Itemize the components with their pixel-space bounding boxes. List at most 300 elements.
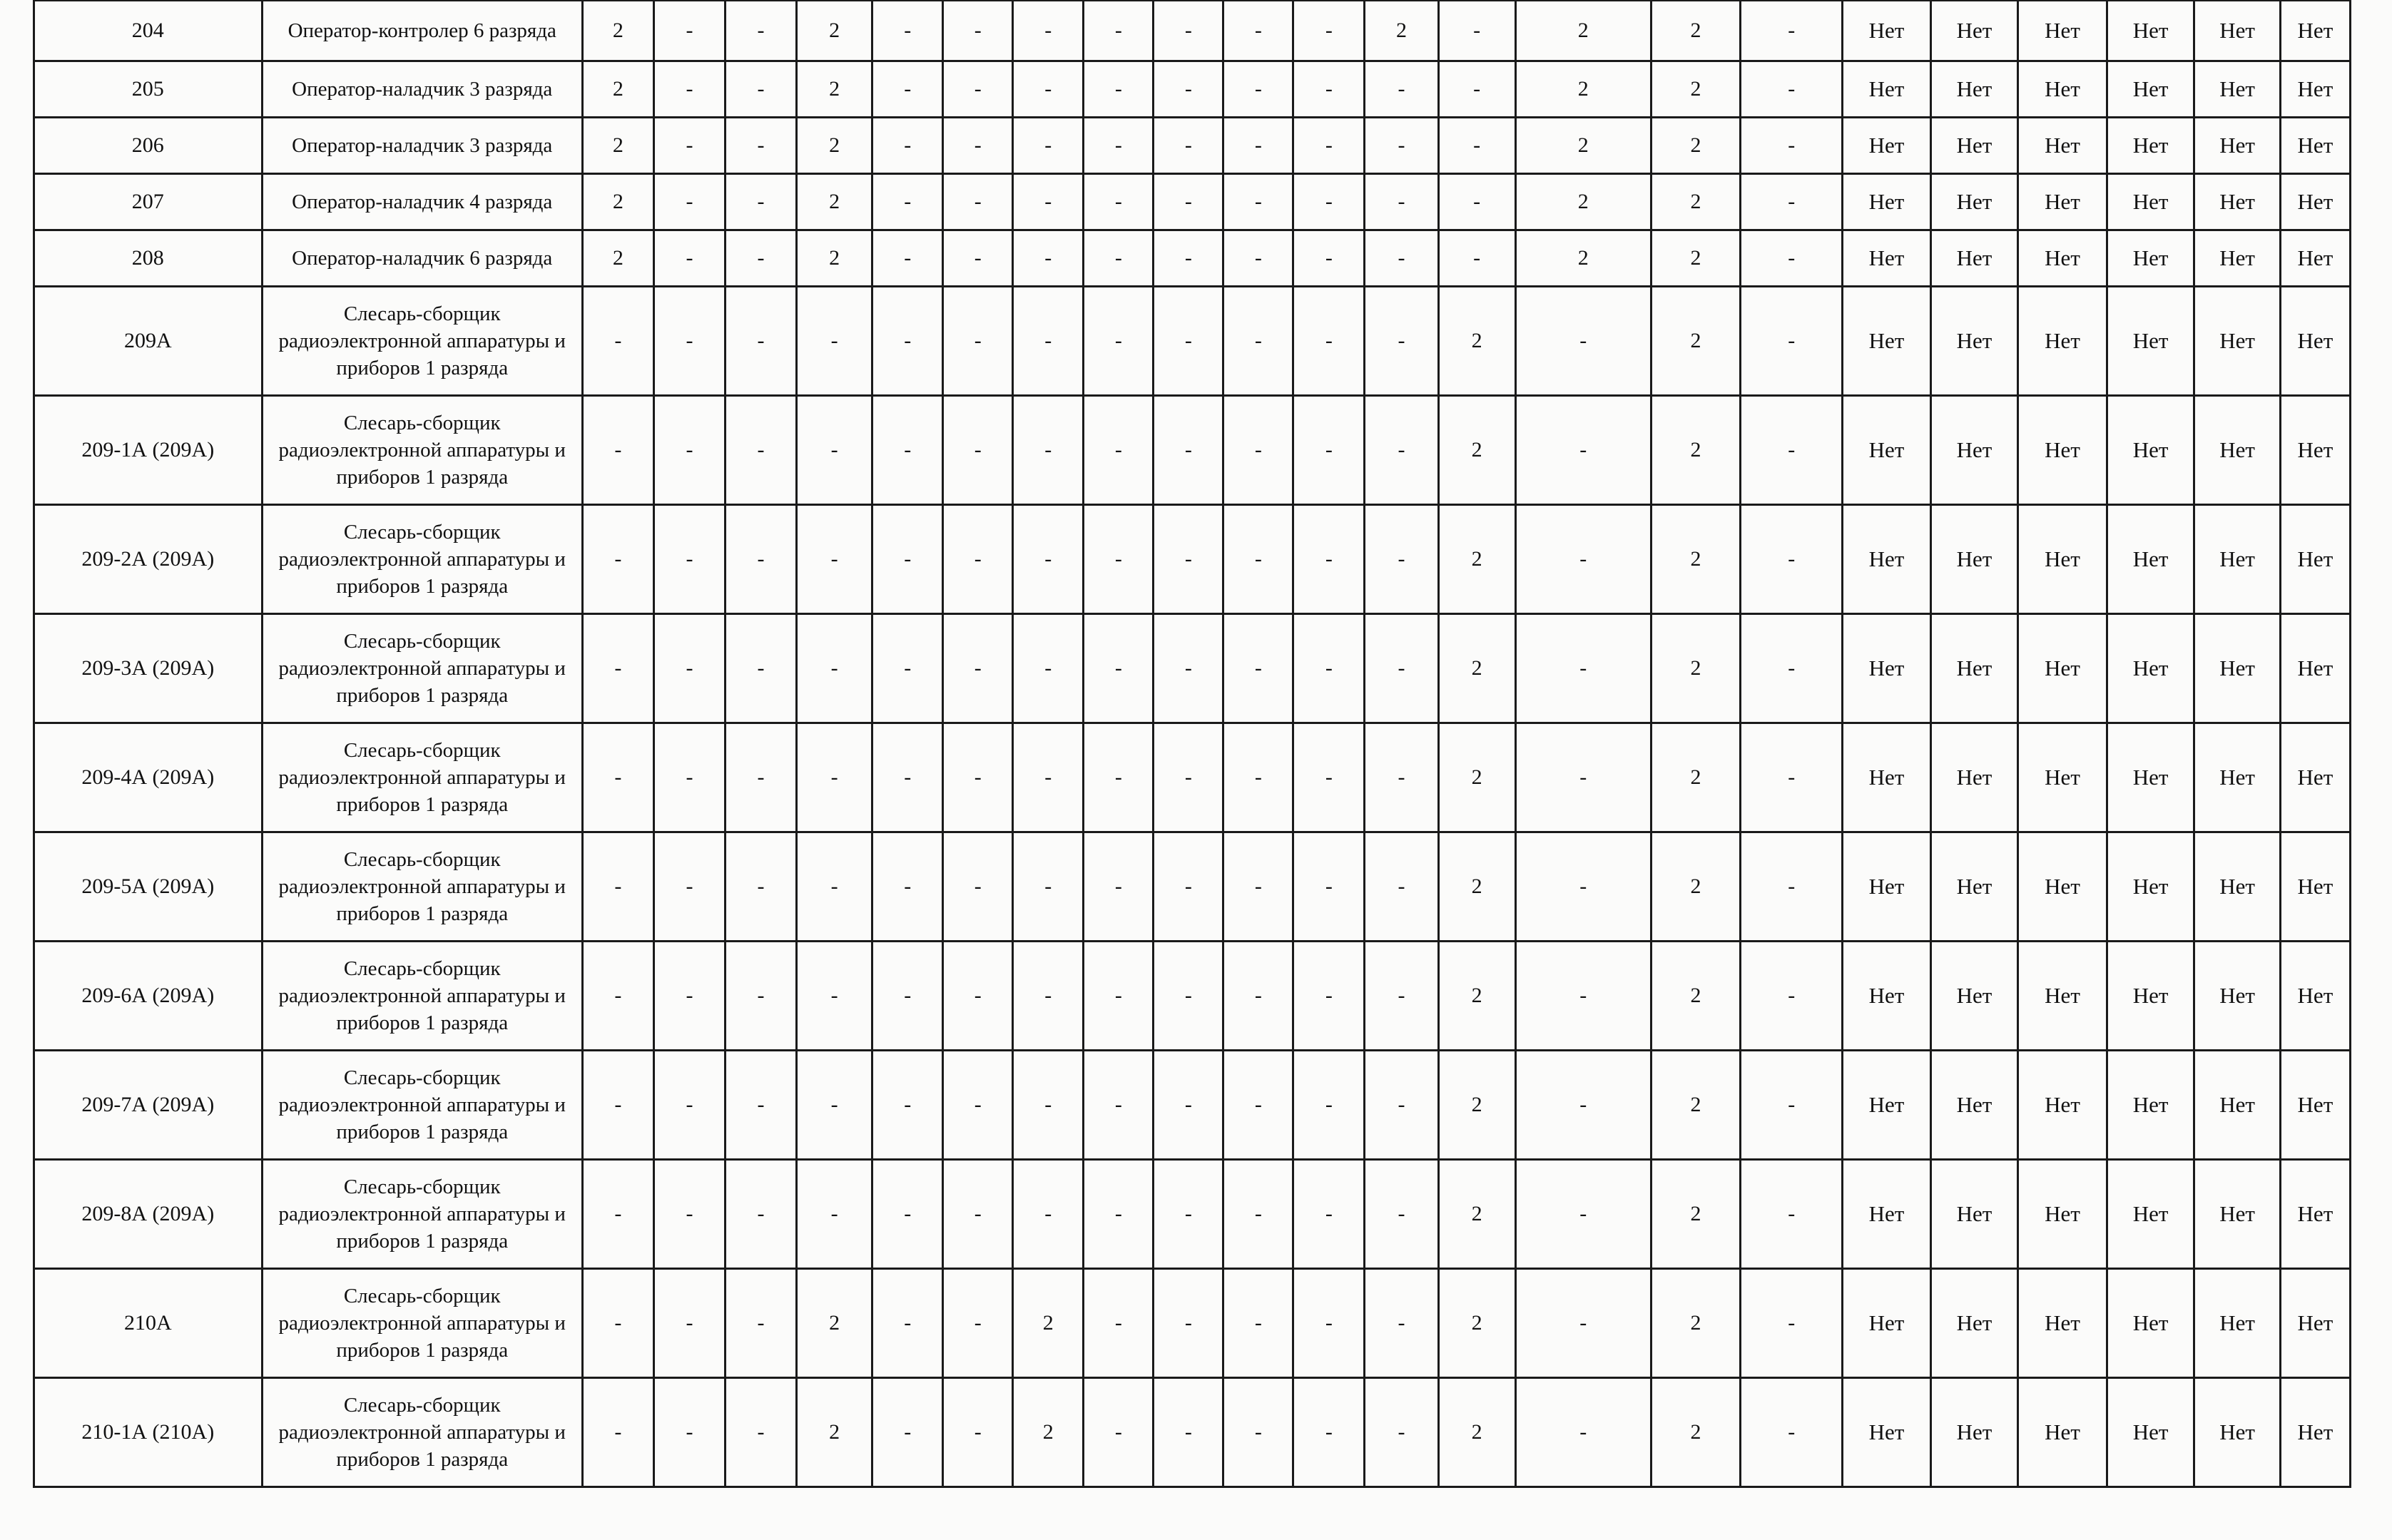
result-cell: Нет [2018, 1, 2107, 61]
factor-class-cell: - [943, 396, 1013, 505]
profession-name: Слесарь-сборщик радиоэлектронной аппаратуры и приборов 1 разряда [262, 942, 582, 1051]
factor-class-cell: - [1223, 287, 1293, 396]
result-cell: Нет [2194, 505, 2280, 614]
factor-class-cell: - [1515, 287, 1651, 396]
factor-class-cell: - [1013, 118, 1084, 174]
factor-class-cell: - [872, 1051, 943, 1160]
factor-class-cell: - [1365, 1269, 1438, 1378]
result-cell: Нет [2107, 118, 2194, 174]
result-cell: Нет [2280, 1051, 2350, 1160]
result-cell: Нет [1843, 174, 1931, 230]
factor-class-cell: - [1223, 1051, 1293, 1160]
factor-class-cell: - [943, 1, 1013, 61]
factor-class-cell: - [725, 1051, 796, 1160]
factor-class-cell: 2 [797, 230, 872, 287]
factor-class-cell: - [797, 942, 872, 1051]
factor-class-cell: - [582, 396, 653, 505]
profession-name: Слесарь-сборщик радиоэлектронной аппаратуры и приборов 1 разряда [262, 1378, 582, 1487]
result-cell: Нет [2018, 505, 2107, 614]
result-cell: Нет [2018, 174, 2107, 230]
factor-class-cell: 2 [1438, 1051, 1515, 1160]
factor-class-cell: - [1741, 230, 1843, 287]
workplace-code: 207 [34, 174, 263, 230]
factor-class-cell: - [1293, 1269, 1365, 1378]
factor-class-cell: - [1741, 174, 1843, 230]
workplace-code: 209-2А (209А) [34, 505, 263, 614]
factor-class-cell: - [653, 61, 725, 118]
factor-class-cell: 2 [1651, 396, 1741, 505]
result-cell: Нет [2018, 1160, 2107, 1269]
result-cell: Нет [1930, 61, 2018, 118]
factor-class-cell: - [1515, 1269, 1651, 1378]
factor-class-cell: 2 [582, 230, 653, 287]
factor-class-cell: - [797, 614, 872, 723]
table-row [34, 396, 2351, 505]
factor-class-cell: - [1013, 61, 1084, 118]
result-cell: Нет [2194, 61, 2280, 118]
workplace-code: 209-7А (209А) [34, 1051, 263, 1160]
factor-class-cell: - [653, 396, 725, 505]
factor-class-cell: 2 [1651, 942, 1741, 1051]
factor-class-cell: - [1084, 118, 1154, 174]
factor-class-cell: 2 [797, 174, 872, 230]
factor-class-cell: - [1223, 61, 1293, 118]
factor-class-cell: - [653, 1269, 725, 1378]
factor-class-cell: - [1223, 614, 1293, 723]
factor-class-cell: 2 [1651, 1160, 1741, 1269]
factor-class-cell: - [1084, 1160, 1154, 1269]
table-row [34, 287, 2351, 396]
factor-class-cell: - [1154, 118, 1223, 174]
factor-class-cell: - [725, 723, 796, 832]
factor-class-cell: - [1741, 118, 1843, 174]
factor-class-cell: - [1154, 287, 1223, 396]
factor-class-cell: - [1515, 832, 1651, 942]
profession-name: Слесарь-сборщик радиоэлектронной аппаратуры и приборов 1 разряда [262, 287, 582, 396]
factor-class-cell: - [1154, 396, 1223, 505]
factor-class-cell: - [653, 1378, 725, 1487]
factor-class-cell: - [1084, 505, 1154, 614]
factor-class-cell: - [1515, 1160, 1651, 1269]
result-cell: Нет [1930, 942, 2018, 1051]
factor-class-cell: - [1741, 942, 1843, 1051]
result-cell: Нет [1843, 230, 1931, 287]
factor-class-cell: - [582, 614, 653, 723]
workplace-code: 209-5А (209А) [34, 832, 263, 942]
factor-class-cell: - [725, 614, 796, 723]
factor-class-cell: - [1084, 1378, 1154, 1487]
factor-class-cell: - [1365, 614, 1438, 723]
factor-class-cell: - [943, 614, 1013, 723]
factor-class-cell: - [1741, 396, 1843, 505]
result-cell: Нет [1843, 723, 1931, 832]
factor-class-cell: - [1084, 614, 1154, 723]
result-cell: Нет [2107, 1378, 2194, 1487]
factor-class-cell: - [1293, 723, 1365, 832]
result-cell: Нет [1930, 396, 2018, 505]
result-cell: Нет [2018, 230, 2107, 287]
table-row [34, 1160, 2351, 1269]
factor-class-cell: - [1013, 174, 1084, 230]
factor-class-cell: 2 [582, 118, 653, 174]
table-row [34, 1, 2351, 61]
factor-class-cell: - [653, 723, 725, 832]
factor-class-cell: - [582, 942, 653, 1051]
factor-class-cell: - [943, 1269, 1013, 1378]
factor-class-cell: - [1365, 118, 1438, 174]
profession-name: Слесарь-сборщик радиоэлектронной аппаратуры и приборов 1 разряда [262, 614, 582, 723]
result-cell: Нет [2107, 614, 2194, 723]
result-cell: Нет [2194, 174, 2280, 230]
factor-class-cell: - [1293, 1051, 1365, 1160]
factor-class-cell: - [1223, 230, 1293, 287]
profession-name: Слесарь-сборщик радиоэлектронной аппаратуры и приборов 1 разряда [262, 1051, 582, 1160]
factor-class-cell: - [653, 1160, 725, 1269]
result-cell: Нет [2018, 61, 2107, 118]
factor-class-cell: - [872, 118, 943, 174]
factor-class-cell: - [1084, 287, 1154, 396]
result-cell: Нет [2194, 832, 2280, 942]
result-cell: Нет [2280, 505, 2350, 614]
factor-class-cell: - [1154, 174, 1223, 230]
result-cell: Нет [2018, 287, 2107, 396]
factor-class-cell: - [1741, 1378, 1843, 1487]
factor-class-cell: 2 [1515, 61, 1651, 118]
factor-class-cell: - [797, 1051, 872, 1160]
factor-class-cell: - [1293, 832, 1365, 942]
factor-class-cell: - [1365, 61, 1438, 118]
factor-class-cell: - [943, 505, 1013, 614]
factor-class-cell: - [725, 174, 796, 230]
factor-class-cell: - [943, 1051, 1013, 1160]
factor-class-cell: 2 [1013, 1269, 1084, 1378]
result-cell: Нет [2107, 287, 2194, 396]
factor-class-cell: - [1084, 723, 1154, 832]
factor-class-cell: - [1084, 174, 1154, 230]
factor-class-cell: 2 [1515, 230, 1651, 287]
factor-class-cell: 2 [1651, 723, 1741, 832]
result-cell: Нет [2280, 1160, 2350, 1269]
result-cell: Нет [2018, 1051, 2107, 1160]
factor-class-cell: - [1515, 1051, 1651, 1160]
factor-class-cell: - [1013, 230, 1084, 287]
factor-class-cell: - [582, 287, 653, 396]
result-cell: Нет [2107, 396, 2194, 505]
table-row [34, 230, 2351, 287]
factor-class-cell: - [943, 287, 1013, 396]
result-cell: Нет [2280, 396, 2350, 505]
profession-name: Слесарь-сборщик радиоэлектронной аппаратуры и приборов 1 разряда [262, 1269, 582, 1378]
factor-class-cell: 2 [582, 61, 653, 118]
factor-class-cell: - [725, 942, 796, 1051]
factor-class-cell: - [1741, 614, 1843, 723]
factor-class-cell: - [1741, 832, 1843, 942]
result-cell: Нет [1930, 1, 2018, 61]
result-cell: Нет [2018, 832, 2107, 942]
workplace-code: 209-8А (209А) [34, 1160, 263, 1269]
factor-class-cell: - [1741, 61, 1843, 118]
factor-class-cell: - [1741, 1269, 1843, 1378]
factor-class-cell: - [653, 832, 725, 942]
factor-class-cell: - [1515, 942, 1651, 1051]
factor-class-cell: - [653, 1, 725, 61]
factor-class-cell: - [1515, 505, 1651, 614]
factor-class-cell: - [653, 1051, 725, 1160]
factor-class-cell: 2 [1651, 1378, 1741, 1487]
result-cell: Нет [2018, 118, 2107, 174]
factor-class-cell: - [1154, 614, 1223, 723]
workplace-code: 208 [34, 230, 263, 287]
factor-class-cell: - [872, 832, 943, 942]
result-cell: Нет [2194, 723, 2280, 832]
factor-class-cell: 2 [797, 1378, 872, 1487]
profession-name: Оператор-наладчик 3 разряда [262, 118, 582, 174]
factor-class-cell: 2 [1651, 832, 1741, 942]
factor-class-cell: - [1223, 174, 1293, 230]
result-cell: Нет [1843, 396, 1931, 505]
factor-class-cell: - [1223, 942, 1293, 1051]
factor-class-cell: - [1013, 1, 1084, 61]
workplace-code: 206 [34, 118, 263, 174]
factor-class-cell: - [1223, 396, 1293, 505]
factor-class-cell: - [872, 505, 943, 614]
result-cell: Нет [2194, 942, 2280, 1051]
factor-class-cell: - [1293, 505, 1365, 614]
factor-class-cell: - [1293, 61, 1365, 118]
factor-class-cell: - [1084, 396, 1154, 505]
factor-class-cell: - [1365, 396, 1438, 505]
result-cell: Нет [2018, 942, 2107, 1051]
factor-class-cell: - [1438, 230, 1515, 287]
factor-class-cell: 2 [797, 1269, 872, 1378]
factor-class-cell: - [1084, 1269, 1154, 1378]
result-cell: Нет [1843, 287, 1931, 396]
table-row [34, 1378, 2351, 1487]
result-cell: Нет [1930, 1160, 2018, 1269]
result-cell: Нет [2280, 832, 2350, 942]
factor-class-cell: 2 [1651, 174, 1741, 230]
result-cell: Нет [2194, 230, 2280, 287]
result-cell: Нет [1930, 118, 2018, 174]
factor-class-cell: - [1154, 832, 1223, 942]
result-cell: Нет [2194, 1160, 2280, 1269]
workplace-code: 205 [34, 61, 263, 118]
factor-class-cell: - [1293, 118, 1365, 174]
factor-class-cell: 2 [1651, 1, 1741, 61]
factor-class-cell: 2 [1013, 1378, 1084, 1487]
factor-class-cell: - [1741, 287, 1843, 396]
factor-class-cell: - [1223, 723, 1293, 832]
profession-name: Слесарь-сборщик радиоэлектронной аппаратуры и приборов 1 разряда [262, 396, 582, 505]
workplace-code: 210-1А (210А) [34, 1378, 263, 1487]
result-cell: Нет [1843, 1160, 1931, 1269]
result-cell: Нет [2280, 287, 2350, 396]
factor-class-cell: - [1223, 118, 1293, 174]
result-cell: Нет [2107, 505, 2194, 614]
factor-class-cell: - [1293, 1, 1365, 61]
factor-class-cell: - [1154, 1160, 1223, 1269]
factor-class-cell: - [943, 1160, 1013, 1269]
factor-class-cell: - [1154, 230, 1223, 287]
factor-class-cell: - [582, 1269, 653, 1378]
result-cell: Нет [2194, 1051, 2280, 1160]
factor-class-cell: 2 [1515, 118, 1651, 174]
factor-class-cell: - [725, 230, 796, 287]
result-cell: Нет [2194, 118, 2280, 174]
factor-class-cell: 2 [1651, 118, 1741, 174]
factor-class-cell: 2 [1651, 1051, 1741, 1160]
factor-class-cell: - [653, 174, 725, 230]
factor-class-cell: 2 [1515, 1, 1651, 61]
result-cell: Нет [2107, 942, 2194, 1051]
table-row [34, 61, 2351, 118]
result-cell: Нет [2194, 614, 2280, 723]
workplace-code: 209-6А (209А) [34, 942, 263, 1051]
factor-class-cell: - [1154, 942, 1223, 1051]
factor-class-cell: - [582, 1160, 653, 1269]
result-cell: Нет [2280, 1378, 2350, 1487]
workplace-code: 209А [34, 287, 263, 396]
factor-class-cell: 2 [1438, 396, 1515, 505]
factor-class-cell: - [943, 174, 1013, 230]
result-cell: Нет [1843, 505, 1931, 614]
result-cell: Нет [2280, 230, 2350, 287]
factor-class-cell: 2 [1651, 61, 1741, 118]
table-body [34, 1, 2351, 1487]
table-row [34, 1269, 2351, 1378]
factor-class-cell: - [1515, 723, 1651, 832]
factor-class-cell: - [725, 1, 796, 61]
factor-class-cell: - [582, 1378, 653, 1487]
result-cell: Нет [2194, 1269, 2280, 1378]
factor-class-cell: - [725, 61, 796, 118]
factor-class-cell: - [943, 723, 1013, 832]
result-cell: Нет [2018, 614, 2107, 723]
result-cell: Нет [2280, 118, 2350, 174]
factor-class-cell: - [725, 1269, 796, 1378]
factor-class-cell: - [1013, 505, 1084, 614]
factor-class-cell: - [653, 505, 725, 614]
factor-class-cell: - [1154, 1051, 1223, 1160]
factor-class-cell: 2 [1438, 1160, 1515, 1269]
result-cell: Нет [2018, 1269, 2107, 1378]
factor-class-cell: - [1223, 1269, 1293, 1378]
result-cell: Нет [2280, 174, 2350, 230]
factor-class-cell: 2 [1438, 1378, 1515, 1487]
result-cell: Нет [2194, 287, 2280, 396]
factor-class-cell: - [653, 942, 725, 1051]
factor-class-cell: - [797, 832, 872, 942]
factor-class-cell: - [1293, 614, 1365, 723]
factor-class-cell: 2 [1651, 614, 1741, 723]
factor-class-cell: - [872, 1269, 943, 1378]
result-cell: Нет [1930, 1378, 2018, 1487]
result-cell: Нет [2018, 723, 2107, 832]
factor-class-cell: - [1154, 1269, 1223, 1378]
factor-class-cell: - [1438, 118, 1515, 174]
factor-class-cell: 2 [1438, 614, 1515, 723]
factor-class-cell: - [1515, 614, 1651, 723]
result-cell: Нет [2280, 1269, 2350, 1378]
factor-class-cell: 2 [1651, 230, 1741, 287]
factor-class-cell: 2 [1438, 505, 1515, 614]
factor-class-cell: - [872, 396, 943, 505]
factor-class-cell: - [872, 287, 943, 396]
factor-class-cell: - [1013, 723, 1084, 832]
factor-class-cell: - [1084, 61, 1154, 118]
factor-class-cell: - [1741, 1160, 1843, 1269]
result-cell: Нет [2107, 61, 2194, 118]
factor-class-cell: - [872, 230, 943, 287]
factor-class-cell: - [1223, 1160, 1293, 1269]
factor-class-cell: - [797, 505, 872, 614]
result-cell: Нет [2280, 942, 2350, 1051]
profession-name: Оператор-наладчик 4 разряда [262, 174, 582, 230]
factor-class-cell: - [1013, 942, 1084, 1051]
result-cell: Нет [2107, 174, 2194, 230]
result-cell: Нет [2280, 61, 2350, 118]
factor-class-cell: 2 [1651, 1269, 1741, 1378]
result-cell: Нет [2194, 1, 2280, 61]
result-cell: Нет [2194, 396, 2280, 505]
factor-class-cell: - [1365, 723, 1438, 832]
factor-class-cell: 2 [1515, 174, 1651, 230]
factor-class-cell: 2 [1438, 832, 1515, 942]
table-row [34, 174, 2351, 230]
result-cell: Нет [2018, 1378, 2107, 1487]
workplace-code: 209-1А (209А) [34, 396, 263, 505]
factor-class-cell: - [1515, 396, 1651, 505]
profession-name: Оператор-наладчик 3 разряда [262, 61, 582, 118]
factor-class-cell: - [1013, 396, 1084, 505]
factor-class-cell: - [582, 1051, 653, 1160]
profession-name: Слесарь-сборщик радиоэлектронной аппаратуры и приборов 1 разряда [262, 1160, 582, 1269]
result-cell: Нет [1930, 287, 2018, 396]
result-cell: Нет [1930, 723, 2018, 832]
factor-class-cell: - [872, 61, 943, 118]
result-cell: Нет [1843, 1378, 1931, 1487]
profession-name: Слесарь-сборщик радиоэлектронной аппаратуры и приборов 1 разряда [262, 832, 582, 942]
factor-class-cell: - [943, 61, 1013, 118]
factor-class-cell: - [1741, 505, 1843, 614]
factor-class-cell: - [1084, 230, 1154, 287]
factor-class-cell: - [725, 396, 796, 505]
factor-class-cell: - [1741, 1, 1843, 61]
result-cell: Нет [2194, 1378, 2280, 1487]
result-cell: Нет [2107, 832, 2194, 942]
factor-class-cell: 2 [582, 174, 653, 230]
result-cell: Нет [1843, 942, 1931, 1051]
factor-class-cell: - [1293, 1160, 1365, 1269]
factor-class-cell: 2 [1438, 723, 1515, 832]
factor-class-cell: - [872, 1378, 943, 1487]
factor-class-cell: - [1154, 1, 1223, 61]
factor-class-cell: 2 [582, 1, 653, 61]
workplace-code: 209-3А (209А) [34, 614, 263, 723]
factor-class-cell: - [1365, 505, 1438, 614]
factor-class-cell: - [797, 287, 872, 396]
table-row [34, 1051, 2351, 1160]
workplace-assessment-table [33, 0, 2351, 1488]
factor-class-cell: - [1515, 1378, 1651, 1487]
factor-class-cell: - [1013, 1051, 1084, 1160]
result-cell: Нет [2107, 1269, 2194, 1378]
profession-name: Оператор-наладчик 6 разряда [262, 230, 582, 287]
factor-class-cell: - [872, 942, 943, 1051]
factor-class-cell: - [1365, 230, 1438, 287]
result-cell: Нет [1930, 174, 2018, 230]
factor-class-cell: - [1293, 942, 1365, 1051]
